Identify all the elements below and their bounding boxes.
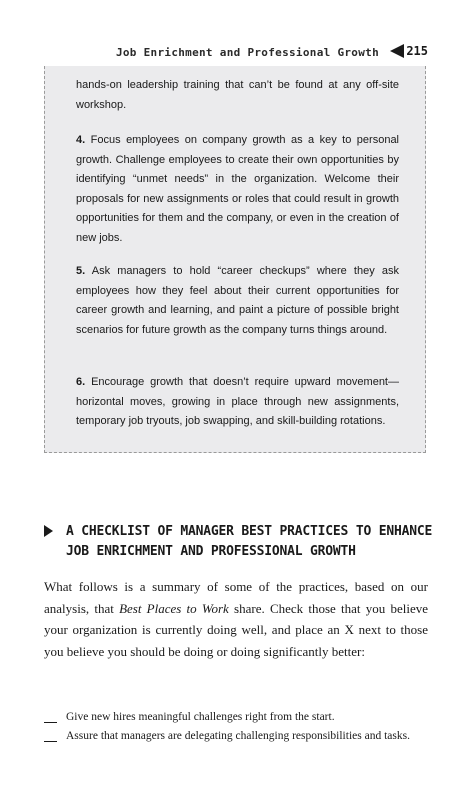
running-header	[0, 44, 472, 64]
intro-text-before: What follows is a summary of some of the practices, based on our analysis, that	[44, 579, 428, 616]
page-number-group	[390, 44, 428, 58]
item-number: 6.	[76, 376, 86, 388]
left-triangle-icon	[390, 44, 404, 58]
sidebar-item-5	[76, 262, 399, 340]
intro-italic-title: Best Places to Work	[119, 600, 229, 616]
checklist-item-text: Give new hires meaningful challenges right from the start.	[66, 711, 335, 723]
item-number: 5.	[76, 265, 86, 277]
item-text: Ask managers to hold “career checkups” where they ask employees how they feel about their current opportunities for career growth and learning, and paint a picture of possible bright scenarios for future growth as the company turns things around.	[76, 265, 399, 336]
item-text: Focus employees on company growth as a key to personal growth. Challenge employees to create their own opportunities by identifying “unmet needs” in the organization. Welcome their proposals for new assignments or roles that could result in growth opportunities for them and the company, or even in the creation of new jobs.	[76, 134, 400, 244]
page-number: 215	[406, 44, 428, 58]
sidebar-continuation: hands-on leadership training that can’t be found at any off-site workshop.	[76, 79, 399, 111]
checklist-item-text: Assure that managers are delegating challenging responsibilities and tasks.	[66, 730, 410, 742]
intro-paragraph	[44, 576, 428, 662]
intro-text-after: share. Check those that you believe your organization is currently doing well, and place an X next to those you believe you should be doing or doing significantly better:	[44, 600, 428, 659]
sidebar-item-6	[76, 373, 399, 432]
sidebar-box	[44, 66, 426, 453]
checklist-item	[44, 727, 428, 746]
checklist-item	[44, 708, 428, 727]
right-triangle-icon	[44, 525, 53, 537]
item-text: Encourage growth that doesn’t require upward movement—horizontal moves, growing in place through new assignments, temporary job tryouts, job swapping, and skill-building rotations.	[76, 376, 399, 428]
chapter-title: Job Enrichment and Professional Growth	[115, 46, 379, 59]
item-number: 4.	[76, 134, 86, 146]
sidebar-item-4	[76, 131, 399, 249]
section-heading-text: A CHECKLIST OF MANAGER BEST PRACTICES TO ENHANCE JOB ENRICHMENT AND PROFESSIONAL GROWTH	[66, 524, 433, 559]
